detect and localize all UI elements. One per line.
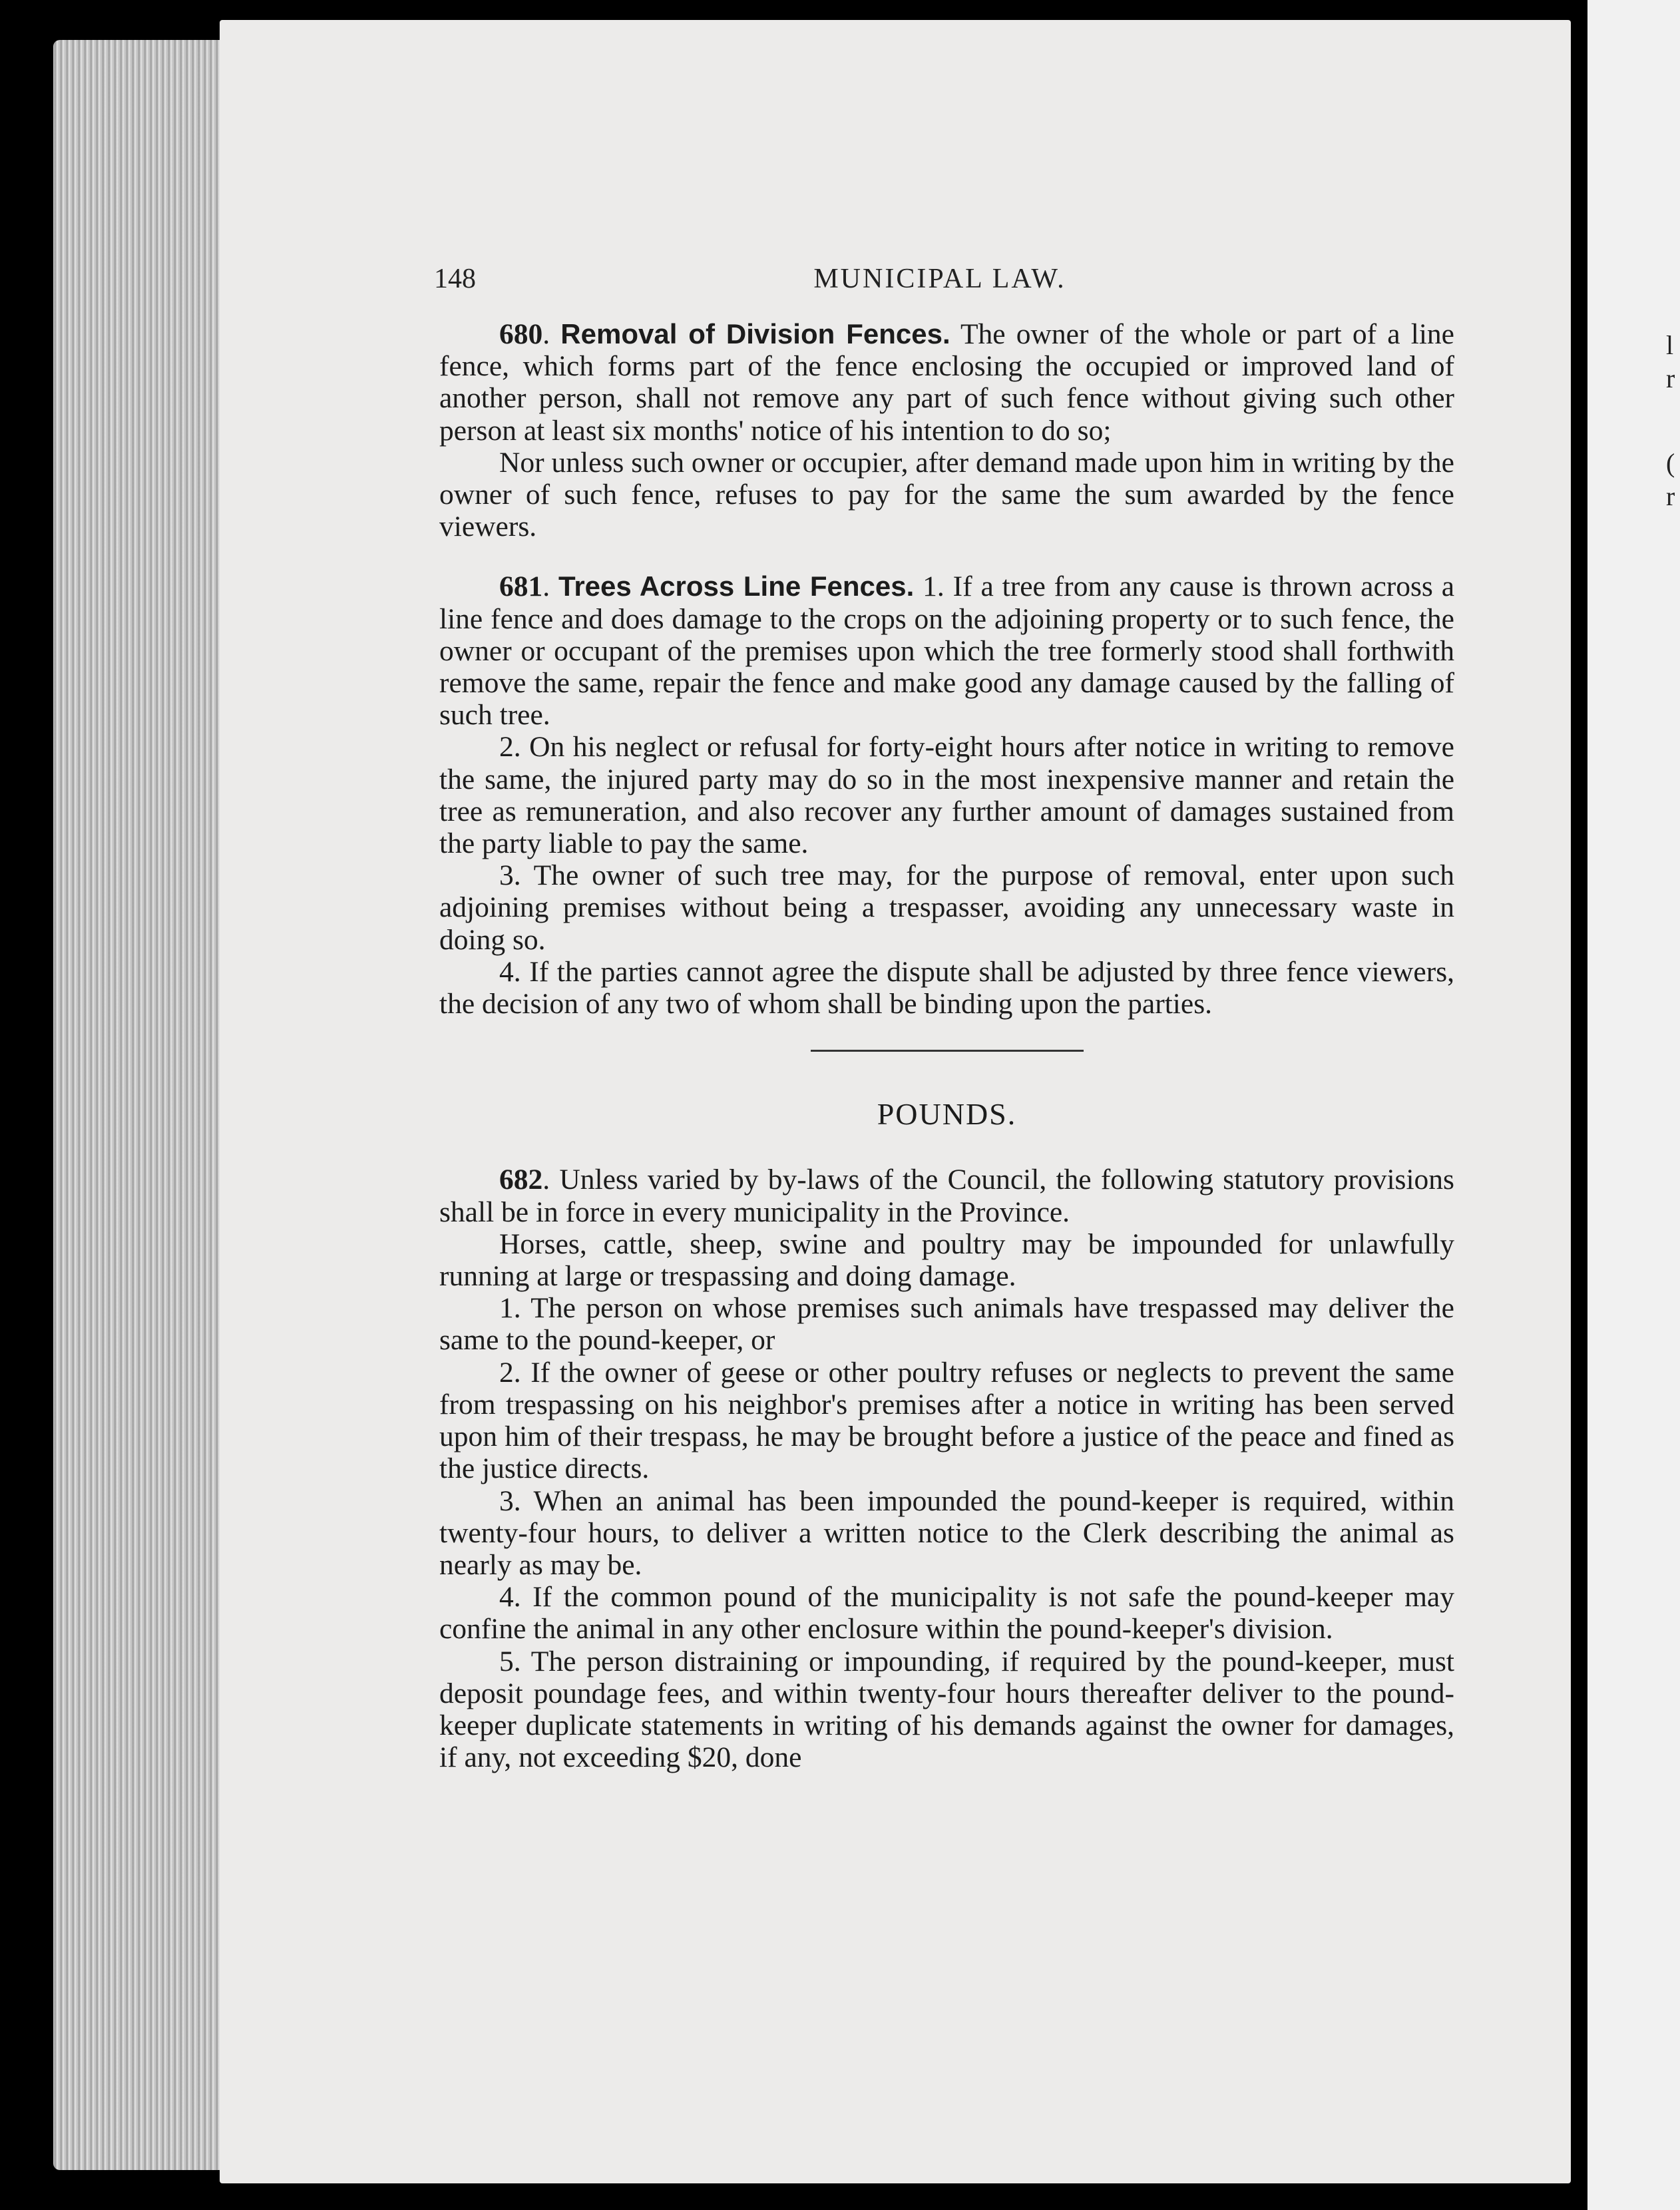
section-number: 682: [499, 1164, 543, 1196]
facing-page-fragment: (: [1666, 448, 1675, 478]
section-heading: Removal of Division Fences.: [560, 318, 950, 349]
paragraph: 3. The owner of such tree may, for the purpose of removal, enter upon such adjoining premises without being a trespasser, avoiding any unnecessary waste in doing so.: [439, 859, 1454, 956]
section-text: The owner of the whole or part of a line fence, which forms part of the fence enclosing the occupied or improved land of another person, shall not remove any part of such fence without giving such other person at least six months' notice of his intention to do so;: [439, 318, 1454, 447]
paragraph: 3. When an animal has been impounded the pound-keeper is required, within twenty-four hours, to deliver a written notice to the Clerk describing the animal as nearly as may be.: [439, 1484, 1454, 1581]
book-page-edges: [53, 40, 226, 2170]
running-head: MUNICIPAL LAW.: [813, 264, 1066, 294]
section-divider: [811, 1050, 1084, 1052]
page-header: [434, 263, 1446, 303]
page-body: [439, 318, 1454, 1773]
paragraph: 1. The person on whose premises such animals have trespassed may deliver the same to the pound-keeper, or: [439, 1292, 1454, 1357]
section-title-pounds: POUNDS.: [877, 1097, 1017, 1132]
section-text: Unless varied by by-laws of the Council, the following statutory provisions shall be in force in every municipality in the Province.: [439, 1164, 1454, 1228]
paragraph: 4. If the parties cannot agree the dispute shall be adjusted by three fence viewers, the decision of any two of whom shall be binding upon the parties.: [439, 955, 1454, 1020]
facing-page-fragment: l: [1666, 330, 1674, 360]
section-heading: Trees Across Line Fences.: [558, 570, 915, 602]
facing-page-fragment: r: [1666, 363, 1675, 393]
section-681-paragraph: 681. Trees Across Line Fences. 1. If a tree from any cause is thrown across a line fence and does damage to the crops on the adjoining property or to such fence, the owner or occupant of the premises upon which the tree formerly stood shall forthwith remove the same, repair the fence and make good any damage caused by the falling of such tree.: [439, 570, 1455, 732]
section-text: 1. If a tree from any cause is thrown across a line fence and does damage to the crops on the adjoining property or to such fence, the owner or occupant of the premises upon which the tree formerly stood shall forthwith remove the same, repair the fence and make good any damage caused by the falling of such tree.: [439, 570, 1455, 732]
paragraph: 4. If the common pound of the municipality is not safe the pound-keeper may confine the animal in any other enclosure within the pound-keeper's division.: [439, 1581, 1454, 1646]
section-680-paragraph: 680. Removal of Division Fences. The owner of the whole or part of a line fence, which forms part of the fence enclosing the occupied or improved land of another person, shall not remove any part of such fence without giving such other person at least six months' notice of his intention to do so;: [439, 318, 1454, 447]
facing-page-strip: [1587, 0, 1680, 2210]
paragraph: 2. On his neglect or refusal for forty-eight hours after notice in writing to remove the same, the injured party may do so in the most inexpensive manner and retain the tree as remuneration, and also recover any further amount of damages sustained from the party liable to pay the same.: [439, 731, 1454, 860]
section-number: 680: [499, 318, 543, 350]
section-number: 681: [499, 570, 543, 603]
section-682-paragraph: 682. Unless varied by by-laws of the Council, the following statutory provisions shall be in force in every municipality in the Province.: [439, 1164, 1454, 1228]
paragraph: 5. The person distraining or impounding, if required by the pound-keeper, must deposit poundage fees, and within twenty-four hours thereafter deliver to the pound-keeper duplicate statements in writing of his demands against the owner for damages, if any, not exceeding $20, done: [439, 1645, 1454, 1774]
paragraph: Nor unless such owner or occupier, after demand made upon him in writing by the owner of such fence, refuses to pay for the same the sum awarded by the fence viewers.: [439, 446, 1454, 543]
page-number: 148: [434, 264, 476, 294]
paragraph: Horses, cattle, sheep, swine and poultry may be impounded for unlawfully running at large or trespassing and doing damage.: [439, 1227, 1454, 1293]
paragraph: 2. If the owner of geese or other poultry refuses or neglects to prevent the same from trespassing on his neighbor's premises after a notice in writing has been served upon him of their trespass, he may be brought before a justice of the peace and fined as the justice directs.: [439, 1356, 1454, 1485]
facing-page-fragment: r: [1666, 481, 1675, 511]
